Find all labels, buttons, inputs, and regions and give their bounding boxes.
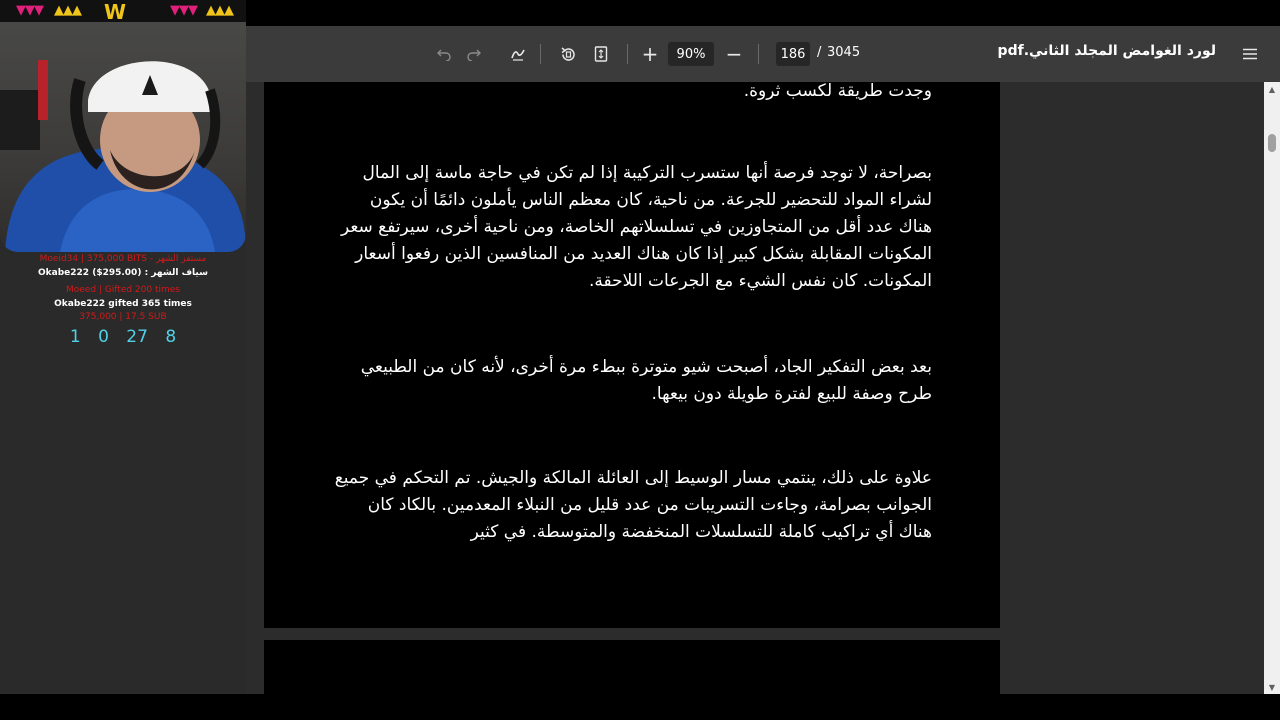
channel-logo-icon: W [104,0,127,24]
toolbar-separator [627,44,628,64]
webcam-feed [0,0,246,252]
decoration-icon: ▼▼▼ [170,3,197,18]
decoration-icon: ▲▲▲ [206,3,233,18]
overlay-red-line-2: Moeed | Gifted 200 times [66,285,180,295]
toolbar-separator [540,44,541,64]
menu-button[interactable] [1238,42,1262,66]
rotate-icon [560,46,577,63]
draw-button[interactable] [506,42,530,66]
draw-icon [510,46,526,62]
paragraph-2: بصراحة، لا توجد فرصة أنها ستسرب التركيبة إذا لم تكن في حاجة ماسة إلى المال لشراء المواد للتحضير للجرعة. من ناحية، كان معظم الناس يأملون دائمًا أن يكون هناك عدد أقل من المتجاوزين في تسلسلاتهم الخاصة، ومن ناحية أخرى، سيرتفع سعر المكونات المقابلة بشكل كبير إذا كان هناك العديد من المنافسين الذين رفعوا أسعار المكونات. كان نفس الشيء مع الجرعات اللاحقة. [340,163,932,291]
pdf-viewer[interactable] [246,82,1264,694]
page-separator: / [817,45,822,60]
vertical-scrollbar[interactable] [1264,82,1280,694]
paragraph-3: بعد بعض التفكير الجاد، أصبحت شيو متوترة ببطء مرة أخرى، لأنه كان من الطبيعي طرح وصفة للبيع لفترة طويلة دون بيعها. [360,357,932,404]
scroll-down-arrow-icon[interactable]: ▼ [1268,682,1276,692]
undo-button[interactable] [432,42,456,66]
page-total: 3045 [827,45,861,60]
toolbar-separator [758,44,759,64]
zoom-level-input[interactable]: 90% [668,42,714,66]
overlay-red-line-1: Moeid34 | 375,000 BITS - مستفز الشهر [39,254,207,264]
undo-icon [437,47,451,61]
scroll-up-arrow-icon[interactable]: ▲ [1268,84,1276,94]
streamer-silhouette [0,0,246,252]
page-number-input[interactable]: 186 [776,42,810,66]
hamburger-menu-icon [1242,45,1258,64]
rotate-button[interactable] [556,42,580,66]
pdf-page-next [264,640,1000,694]
overlay-red-line-3: 375,000 | 17.5 SUB [79,312,167,322]
pdf-toolbar [246,26,1280,82]
zoom-in-button[interactable]: + [641,42,659,66]
decoration-icon: ▲▲▲ [54,3,81,18]
stream-overlay [0,0,246,694]
overlay-top-donor: سياف الشهر : Okabe222 ($295.00) [38,268,208,278]
document-title: لورد الغوامض المجلد الثاني.pdf [997,43,1216,59]
overlay-counter: 1 0 27 8 [69,327,177,347]
paragraph-4: علاوة على ذلك، ينتمي مسار الوسيط إلى العائلة المالكة والجيش. تم التحكم في جميع الجوانب بصرامة، وجاءت التسريبات من عدد قليل من النبلاء المعدمين. بالكاد كان هناك أي تراكيب كاملة للتسلسلات المنخفضة والمتوسطة. في كثير [334,468,932,542]
scrollbar-thumb[interactable] [1268,134,1276,152]
redo-icon [467,47,481,61]
paragraph-1: وجدت طريقة لكسب ثروة. [743,82,932,101]
fit-page-icon [594,46,608,62]
decoration-icon: ▼▼▼ [16,3,43,18]
redo-button[interactable] [462,42,486,66]
fit-page-button[interactable] [589,42,613,66]
overlay-gift-line: Okabe222 gifted 365 times [54,299,192,309]
pdf-page [264,82,1000,628]
zoom-out-button[interactable]: − [725,42,743,66]
bottom-black-strip [0,694,1280,720]
